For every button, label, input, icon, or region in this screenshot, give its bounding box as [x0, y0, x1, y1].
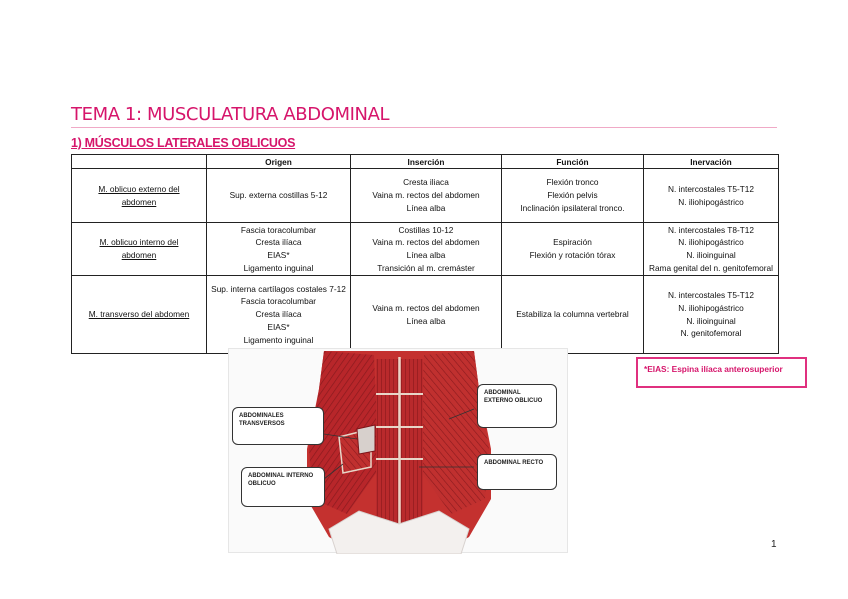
- page-title: TEMA 1: MUSCULATURA ABDOMINAL: [71, 104, 390, 125]
- abdominal-muscles-figure: [228, 348, 568, 553]
- cell-line: Inclinación ipsilateral tronco.: [520, 202, 625, 213]
- cell-line: Sup. externa costillas 5-12: [229, 190, 328, 201]
- cell-line: Cresta iliaca: [403, 177, 449, 188]
- funcion-cell: [502, 223, 644, 276]
- origen-cell: [207, 276, 351, 354]
- origen-cell: [207, 223, 351, 276]
- cell-line: Fascia toracolumbar: [240, 296, 317, 307]
- cell-line: Vaina m. rectos del abdomen: [372, 302, 480, 313]
- transversus-window: [357, 425, 375, 454]
- rectus-abdominis-left: [376, 359, 398, 529]
- cell-line: Flexión tronco: [546, 177, 599, 188]
- cell-line: EIAS*: [267, 321, 290, 332]
- insercion-cell: [351, 276, 502, 354]
- cell-line: N. ilioinguinal: [686, 315, 736, 326]
- table-row: [72, 169, 779, 223]
- label-text: ABDOMINALES TRANSVERSOS: [239, 413, 285, 427]
- inervacion-cell: [644, 276, 779, 354]
- cell-line: Sup. interna cartílagos costales 7-12: [211, 283, 346, 294]
- cell-line: Fascia toracolumbar: [240, 224, 317, 235]
- page-number: 1: [771, 539, 777, 550]
- muscle-name: [72, 169, 207, 223]
- cell-line: N. ilioinguinal: [686, 250, 736, 260]
- header-cell: [72, 155, 207, 169]
- cell-line: N. iliohipogástrico: [678, 237, 744, 248]
- muscle-name-text: M. oblicuo interno del abdomen: [99, 237, 179, 260]
- muscle-name-text: M. oblicuo externo del abdomen: [98, 183, 180, 207]
- eias-note: *EIAS: Espina ilíaca anterosuperior: [636, 357, 807, 388]
- cell-line: Costillas 10-12: [398, 224, 454, 235]
- label-interno: [241, 467, 325, 507]
- inervacion-cell: [644, 223, 779, 276]
- cell-line: Estabiliza la columna vertebral: [516, 309, 629, 320]
- cell-line: N. intercostales T5-T12: [667, 290, 755, 301]
- insercion-cell: [351, 169, 502, 223]
- cell-line: Ligamento inguinal: [243, 334, 314, 345]
- table-header-row: [72, 155, 779, 169]
- cell-line: N. intercostales T5-T12: [667, 183, 755, 194]
- title-rule: [71, 127, 777, 128]
- cell-line: N. iliohipogástrico: [678, 302, 744, 313]
- muscles-table: [71, 154, 779, 354]
- table-row: [72, 223, 779, 276]
- label-transversos: [232, 407, 324, 445]
- cell-line: Flexión pelvis: [547, 190, 598, 201]
- cell-line: Línea alba: [406, 202, 446, 213]
- table-row: [72, 276, 779, 354]
- header-cell: Inervación: [644, 155, 779, 169]
- label-recto: [477, 454, 557, 490]
- rectus-abdominis-right: [401, 359, 423, 529]
- cell-line: Vaina m. rectos del abdomen: [372, 237, 480, 248]
- header-cell: Función: [502, 155, 644, 169]
- cell-line: Transición al m. cremáster: [377, 262, 475, 273]
- label-externo: [477, 384, 557, 428]
- cell-line: Línea alba: [406, 250, 446, 260]
- cell-line: Línea alba: [406, 315, 446, 326]
- cell-line: Ligamento inguinal: [243, 262, 314, 273]
- section-heading: 1) MÚSCULOS LATERALES OBLICUOS: [71, 136, 296, 150]
- cell-line: Vaina m. rectos del abdomen: [372, 190, 480, 201]
- cell-line: N. iliohipogástrico: [678, 196, 744, 207]
- cell-line: Espiración: [553, 237, 592, 248]
- cell-line: Cresta ilíaca: [255, 309, 302, 320]
- insercion-cell: [351, 223, 502, 276]
- cell-line: Rama genital del n. genitofemoral: [648, 262, 774, 273]
- cell-line: EIAS*: [267, 250, 290, 260]
- muscle-name: [72, 276, 207, 354]
- cell-line: N. genitofemoral: [680, 328, 742, 339]
- cell-line: Flexión y rotación tórax: [529, 250, 616, 260]
- origen-cell: [207, 169, 351, 223]
- abdominal-muscles-illustration: [229, 349, 569, 554]
- funcion-cell: [502, 169, 644, 223]
- header-cell: Inserción: [351, 155, 502, 169]
- cell-line: N. intercostales T8-T12: [667, 224, 755, 235]
- muscle-name: [72, 223, 207, 276]
- header-cell: Origen: [207, 155, 351, 169]
- inervacion-cell: [644, 169, 779, 223]
- cell-line: Cresta ilíaca: [255, 237, 302, 248]
- label-text: ABDOMINAL INTERNO OBLICUO: [248, 473, 314, 487]
- label-text: ABDOMINAL EXTERNO OBLICUO: [484, 390, 543, 404]
- label-text: ABDOMINAL RECTO: [484, 460, 544, 466]
- muscle-name-text: M. transverso del abdomen: [88, 309, 190, 320]
- funcion-cell: [502, 276, 644, 354]
